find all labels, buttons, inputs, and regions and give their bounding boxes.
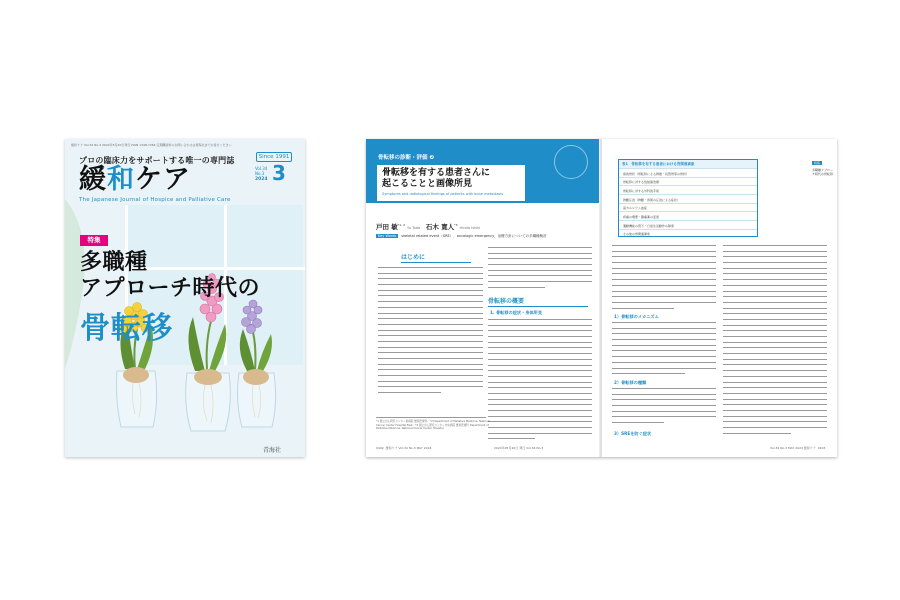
right-body-column-1c <box>612 388 716 428</box>
body-text-column-2-bottom <box>488 319 592 444</box>
corner-tab <box>812 149 834 176</box>
right-page <box>602 139 837 457</box>
left-page <box>366 139 601 457</box>
subheading-symptoms: 1. 骨転移の症状・身体所見 <box>490 310 543 315</box>
feature-line2: アプローチ時代の <box>80 276 261 301</box>
issue-year: 2024 <box>255 177 268 182</box>
cover-tagline: プロの臨床力をサポートする唯一の専門誌 <box>79 156 235 165</box>
table-row: その他の骨関連事象 <box>619 229 757 238</box>
table-row: 高カルシウム血症 <box>619 203 757 212</box>
author-1: 戸田 敏 <box>376 223 398 231</box>
article-title-box <box>376 164 526 202</box>
right-body-column-1a <box>612 245 716 313</box>
table-row: 運動機能の低下・日常生活動作の障害 <box>619 220 757 229</box>
keywords-badge: Key Words <box>378 234 397 238</box>
corner-tab-label: 特集 <box>814 161 821 165</box>
cover-publisher: 青海社 <box>263 447 282 454</box>
magazine-cover <box>65 139 305 457</box>
article-header-band <box>366 139 601 203</box>
corner-tab-text: 多職種アプローチ時代の骨転移 <box>812 168 834 176</box>
volume-label: Vol.34 No.3 <box>255 166 268 176</box>
body-text-column-2-top <box>488 247 592 293</box>
table-row: 脊髄圧迫（脊髄・馬尾の圧迫による症状） <box>619 194 757 203</box>
masthead-accent: 和 <box>107 164 135 195</box>
decorative-circle <box>554 145 588 179</box>
table-row: 骨転移に対する外科的手術 <box>619 185 757 194</box>
subheading-types: 2）骨転移の種類 <box>614 380 647 385</box>
feature-line1: 多職種 <box>80 250 148 275</box>
left-footer-center: 2024年05月20日 発行 Vol.34 No.3 <box>494 446 544 450</box>
article-title-english: Symptoms and radiological findings of patients with bone metastasis <box>382 192 504 196</box>
footnote: *1 国立がん研究センター東病院 緩和医療科／*2 Department of Palliative Medicine, National Cancer Center Hospital East／*3 国立がん研究センター中央病院 緩和医療科 Department of Palliative Medicine, National Cancer Center Hospital <box>376 420 490 431</box>
feature-title <box>80 250 260 302</box>
masthead-part2: ケア <box>135 164 191 195</box>
section-heading-overview: 骨転移の概要 <box>488 296 588 307</box>
body-text-column-1 <box>378 267 483 398</box>
issue-number: 3 <box>272 161 286 185</box>
table-row: 骨転移に対する放射線治療 <box>619 177 757 186</box>
right-body-column-2 <box>723 245 827 438</box>
since-badge: Since 1991 <box>256 152 292 162</box>
english-title: The Japanese Journal of Hospice and Palliative Care <box>79 197 231 203</box>
keywords-text: skeletal related event（SRE），oncologic emergency，治療方針についての多職種検討 <box>401 234 547 238</box>
feature-badge: 特集 <box>80 235 108 246</box>
keywords-line <box>376 234 547 239</box>
author-2: 石木 寛人 <box>425 223 455 231</box>
series-label: 骨転移の診断・評価 ❷ <box>378 155 435 161</box>
masthead-part1: 緩 <box>79 164 107 195</box>
subheading-mechanism: 1）骨転移のメカニズム <box>614 314 659 319</box>
section-heading-intro: はじめに <box>401 252 471 263</box>
subheading-sre: 3）SREを防ぐ症状 <box>614 431 652 436</box>
right-body-column-1b <box>612 322 716 379</box>
table-row: 病的骨折（骨転移による脊椎・長管骨等の骨折） <box>619 168 757 177</box>
cover-topline: 緩和ケア Vol.34 No.3 2024年5月20日発行 ISSN 1348-7264 定期購読料のお問い合わせは青海社までお寄せください <box>71 143 232 147</box>
article-spread <box>366 139 837 457</box>
author-line: 戸田 敏$^{*1, 2}$Yu Toda 石木 寛人$^{*3}$Hiroto Ishiki <box>376 223 481 231</box>
article-title: 骨転移を有する患者さんに 起こることと画像所見 <box>382 168 491 189</box>
right-footer: Vol.34 No.3 MAY 2024 緩和ケア 0403 <box>770 446 826 450</box>
events-table <box>618 159 758 237</box>
table-row: 疼痛の増悪・鎮痛薬の変更 <box>619 211 757 220</box>
footnote-rule <box>376 417 486 418</box>
feature-line3: 骨転移 <box>80 311 173 346</box>
left-footer-page: 0402 緩和ケア Vol.34 No.3 MAY 2024 <box>376 446 432 450</box>
events-table-title: 表1 骨転移を有する患者における骨関連事象 <box>619 160 757 168</box>
